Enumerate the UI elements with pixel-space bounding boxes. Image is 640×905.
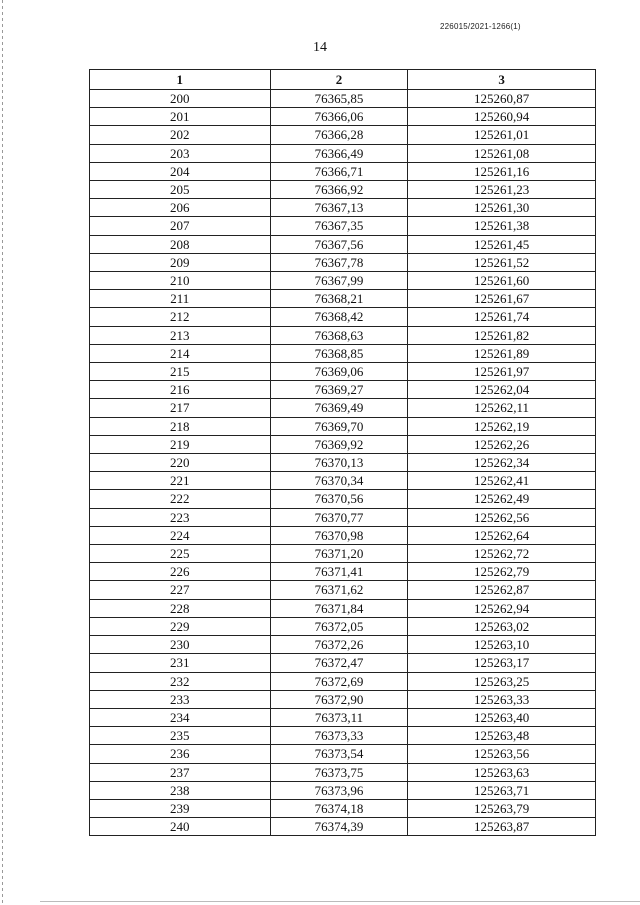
table-cell-col1: 202 — [90, 126, 271, 144]
table-cell-col1: 214 — [90, 344, 271, 362]
table-cell-col2: 76370,13 — [270, 454, 408, 472]
table-cell-col1: 200 — [90, 90, 271, 108]
table-row — [90, 617, 596, 635]
page-number: 14 — [313, 40, 327, 55]
table-row — [90, 253, 596, 271]
table-cell-col2: 76365,85 — [270, 90, 408, 108]
table-cell-col1: 219 — [90, 435, 271, 453]
table-row — [90, 672, 596, 690]
table-row — [90, 599, 596, 617]
table-cell-col1: 211 — [90, 290, 271, 308]
table-cell-col2: 76373,33 — [270, 727, 408, 745]
table-cell-col2: 76368,21 — [270, 290, 408, 308]
coordinates-table — [89, 69, 596, 836]
table-cell-col2: 76371,20 — [270, 545, 408, 563]
table-cell-col3: 125261,52 — [408, 253, 596, 271]
table-row — [90, 344, 596, 362]
table-cell-col3: 125262,19 — [408, 417, 596, 435]
table-cell-col2: 76368,63 — [270, 326, 408, 344]
table-cell-col2: 76366,06 — [270, 108, 408, 126]
table-cell-col3: 125261,67 — [408, 290, 596, 308]
table-cell-col2: 76370,56 — [270, 490, 408, 508]
table-row — [90, 508, 596, 526]
table-cell-col3: 125263,71 — [408, 781, 596, 799]
table-row — [90, 181, 596, 199]
table-cell-col1: 234 — [90, 708, 271, 726]
table-cell-col3: 125260,94 — [408, 108, 596, 126]
table-cell-col1: 209 — [90, 253, 271, 271]
table-row — [90, 308, 596, 326]
table-cell-col2: 76371,62 — [270, 581, 408, 599]
table-row — [90, 581, 596, 599]
table-cell-col3: 125262,56 — [408, 508, 596, 526]
table-cell-col1: 238 — [90, 781, 271, 799]
table-row — [90, 363, 596, 381]
table-cell-col1: 213 — [90, 326, 271, 344]
table-cell-col2: 76372,05 — [270, 617, 408, 635]
table-cell-col3: 125262,72 — [408, 545, 596, 563]
table-cell-col1: 231 — [90, 654, 271, 672]
table-row — [90, 745, 596, 763]
table-cell-col3: 125261,82 — [408, 326, 596, 344]
table-body — [90, 90, 596, 836]
table-cell-col2: 76369,27 — [270, 381, 408, 399]
table-cell-col3: 125263,63 — [408, 763, 596, 781]
table-row — [90, 654, 596, 672]
table-cell-col3: 125263,17 — [408, 654, 596, 672]
table-cell-col3: 125261,16 — [408, 162, 596, 180]
table-cell-col1: 206 — [90, 199, 271, 217]
table-cell-col2: 76371,84 — [270, 599, 408, 617]
table-cell-col1: 236 — [90, 745, 271, 763]
table-cell-col3: 125261,45 — [408, 235, 596, 253]
table-cell-col1: 237 — [90, 763, 271, 781]
table-cell-col2: 76372,69 — [270, 672, 408, 690]
table-cell-col1: 203 — [90, 144, 271, 162]
table-row — [90, 126, 596, 144]
table-row — [90, 727, 596, 745]
table-cell-col3: 125262,11 — [408, 399, 596, 417]
table-cell-col3: 125261,08 — [408, 144, 596, 162]
table-cell-col1: 222 — [90, 490, 271, 508]
table-row — [90, 108, 596, 126]
table-row — [90, 708, 596, 726]
table-cell-col2: 76367,99 — [270, 272, 408, 290]
table-row — [90, 399, 596, 417]
table-cell-col1: 224 — [90, 526, 271, 544]
table-cell-col3: 125263,25 — [408, 672, 596, 690]
table-cell-col1: 230 — [90, 636, 271, 654]
table-cell-col2: 76366,71 — [270, 162, 408, 180]
table-row — [90, 636, 596, 654]
table-cell-col2: 76370,34 — [270, 472, 408, 490]
table-row — [90, 199, 596, 217]
table-cell-col3: 125261,01 — [408, 126, 596, 144]
table-cell-col1: 218 — [90, 417, 271, 435]
table-cell-col3: 125263,33 — [408, 690, 596, 708]
table-cell-col1: 227 — [90, 581, 271, 599]
column-header-2: 2 — [270, 70, 408, 90]
table-cell-col3: 125262,64 — [408, 526, 596, 544]
table-cell-col3: 125262,79 — [408, 563, 596, 581]
table-cell-col2: 76371,41 — [270, 563, 408, 581]
table-cell-col3: 125262,87 — [408, 581, 596, 599]
table-cell-col2: 76367,35 — [270, 217, 408, 235]
table-cell-col1: 226 — [90, 563, 271, 581]
table-cell-col2: 76369,06 — [270, 363, 408, 381]
table-row — [90, 763, 596, 781]
table-cell-col2: 76367,78 — [270, 253, 408, 271]
table-cell-col1: 204 — [90, 162, 271, 180]
table-cell-col3: 125262,26 — [408, 435, 596, 453]
table-cell-col3: 125262,34 — [408, 454, 596, 472]
table-cell-col3: 125262,04 — [408, 381, 596, 399]
table-cell-col2: 76366,28 — [270, 126, 408, 144]
table-cell-col2: 76367,56 — [270, 235, 408, 253]
table-cell-col3: 125261,38 — [408, 217, 596, 235]
column-header-1: 1 — [90, 70, 271, 90]
table-row — [90, 545, 596, 563]
table-cell-col2: 76370,98 — [270, 526, 408, 544]
table-row — [90, 454, 596, 472]
table-cell-col1: 225 — [90, 545, 271, 563]
table-cell-col3: 125263,02 — [408, 617, 596, 635]
table-cell-col1: 216 — [90, 381, 271, 399]
table-row — [90, 272, 596, 290]
table-cell-col2: 76368,42 — [270, 308, 408, 326]
table-cell-col1: 232 — [90, 672, 271, 690]
table-cell-col1: 223 — [90, 508, 271, 526]
table-header-row — [90, 70, 596, 90]
table-row — [90, 526, 596, 544]
table-cell-col2: 76368,85 — [270, 344, 408, 362]
table-cell-col1: 221 — [90, 472, 271, 490]
table-cell-col1: 207 — [90, 217, 271, 235]
table-cell-col3: 125263,10 — [408, 636, 596, 654]
table-cell-col3: 125263,56 — [408, 745, 596, 763]
table-cell-col3: 125263,48 — [408, 727, 596, 745]
table-cell-col1: 212 — [90, 308, 271, 326]
table-cell-col2: 76374,18 — [270, 799, 408, 817]
table-row — [90, 290, 596, 308]
table-cell-col2: 76372,26 — [270, 636, 408, 654]
table-row — [90, 799, 596, 817]
table-row — [90, 381, 596, 399]
table-cell-col2: 76372,90 — [270, 690, 408, 708]
table-cell-col2: 76372,47 — [270, 654, 408, 672]
table-cell-col2: 76373,54 — [270, 745, 408, 763]
table-cell-col1: 235 — [90, 727, 271, 745]
page-edge — [2, 0, 3, 905]
table-row — [90, 472, 596, 490]
table-cell-col3: 125261,60 — [408, 272, 596, 290]
table-row — [90, 435, 596, 453]
document-code: 226015/2021-1266(1) — [440, 22, 521, 31]
table-cell-col1: 240 — [90, 818, 271, 836]
table-cell-col3: 125262,49 — [408, 490, 596, 508]
table-cell-col2: 76369,70 — [270, 417, 408, 435]
table-cell-col1: 217 — [90, 399, 271, 417]
table-cell-col2: 76373,96 — [270, 781, 408, 799]
table-row — [90, 690, 596, 708]
table-cell-col3: 125261,74 — [408, 308, 596, 326]
table-cell-col2: 76370,77 — [270, 508, 408, 526]
table-cell-col2: 76369,92 — [270, 435, 408, 453]
table-row — [90, 90, 596, 108]
table-cell-col3: 125261,23 — [408, 181, 596, 199]
table-cell-col3: 125261,97 — [408, 363, 596, 381]
table-cell-col3: 125263,79 — [408, 799, 596, 817]
column-header-3: 3 — [408, 70, 596, 90]
table-cell-col3: 125263,40 — [408, 708, 596, 726]
table-cell-col2: 76373,75 — [270, 763, 408, 781]
table-cell-col3: 125262,41 — [408, 472, 596, 490]
table-cell-col1: 208 — [90, 235, 271, 253]
table-cell-col2: 76373,11 — [270, 708, 408, 726]
table-row — [90, 235, 596, 253]
table-row — [90, 818, 596, 836]
table-cell-col2: 76367,13 — [270, 199, 408, 217]
table-row — [90, 217, 596, 235]
table-row — [90, 162, 596, 180]
table-row — [90, 781, 596, 799]
table-cell-col1: 205 — [90, 181, 271, 199]
table-cell-col3: 125262,94 — [408, 599, 596, 617]
table-cell-col2: 76374,39 — [270, 818, 408, 836]
table-cell-col1: 233 — [90, 690, 271, 708]
footer-rule — [40, 901, 640, 902]
table-row — [90, 490, 596, 508]
table-cell-col3: 125261,30 — [408, 199, 596, 217]
table-cell-col1: 239 — [90, 799, 271, 817]
table-cell-col1: 220 — [90, 454, 271, 472]
table-cell-col1: 201 — [90, 108, 271, 126]
table-row — [90, 326, 596, 344]
table-cell-col3: 125260,87 — [408, 90, 596, 108]
table-row — [90, 563, 596, 581]
table-cell-col1: 228 — [90, 599, 271, 617]
table-row — [90, 144, 596, 162]
table-cell-col1: 210 — [90, 272, 271, 290]
table-cell-col2: 76369,49 — [270, 399, 408, 417]
table-cell-col1: 215 — [90, 363, 271, 381]
table-cell-col3: 125261,89 — [408, 344, 596, 362]
table-cell-col2: 76366,49 — [270, 144, 408, 162]
table-cell-col3: 125263,87 — [408, 818, 596, 836]
table-row — [90, 417, 596, 435]
table-cell-col2: 76366,92 — [270, 181, 408, 199]
table-cell-col1: 229 — [90, 617, 271, 635]
